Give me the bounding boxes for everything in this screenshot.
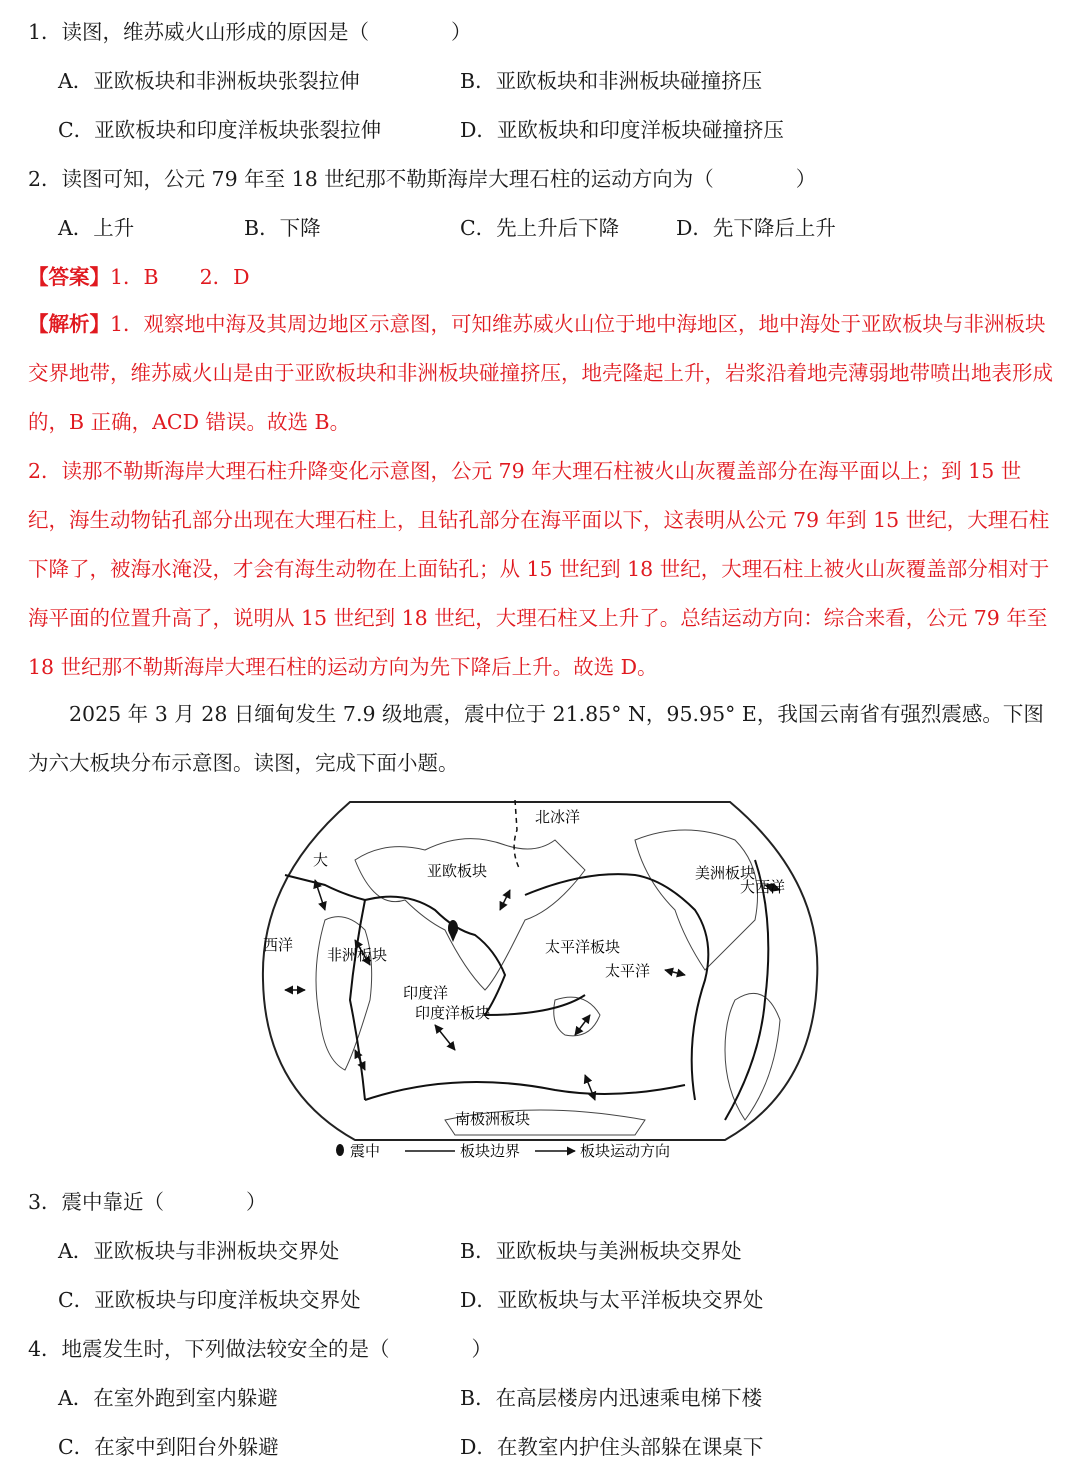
q3-option-b: B．亚欧板块与美洲板块交界处 xyxy=(460,1239,742,1263)
q1-option-a: A．亚欧板块和非洲板块张裂拉伸 xyxy=(58,69,360,93)
label-american: 美洲板块 xyxy=(695,864,756,882)
analysis-label: 【解析】 xyxy=(28,312,110,336)
label-african: 非洲板块 xyxy=(327,946,388,964)
label-atlantic-left-top: 大 xyxy=(313,851,329,869)
map-outline xyxy=(263,802,817,1140)
answer-label: 【答案】 xyxy=(28,265,110,289)
map-legend xyxy=(336,1142,670,1160)
q1-option-d: D．亚欧板块和印度洋板块碰撞挤压 xyxy=(460,118,784,142)
q1-stem: 1．读图，维苏威火山形成的原因是（ ） xyxy=(28,20,472,44)
legend-epicenter: 震中 xyxy=(350,1142,381,1160)
q4-stem: 4．地震发生时，下列做法较安全的是（ ） xyxy=(28,1337,493,1361)
q4-option-b: B．在高层楼房内迅速乘电梯下楼 xyxy=(460,1386,763,1410)
label-eurasian: 亚欧板块 xyxy=(427,862,488,880)
analysis-p2: 2．读那不勒斯海岸大理石柱升降变化示意图，公元 79 年大理石柱被火山灰覆盖部分在海平面以上；到 15 世纪，海生动物钻孔部分出现在大理石柱上，且钻孔部分在海平面以下，这表明从公元 79 年到 15 世纪，大理石柱下降了，被海水淹没，才会有海生动物在上面钻孔；从 15 世纪到 18 世纪，大理石柱上被火山灰覆盖部分相对于海平面的位置升高了，说明从 15 世纪到 18 世纪，大理石柱又上升了。总结运动方向：综合来看，公元 79 年至 18 世纪那不勒斯海岸大理石柱的运动方向为先下降后上升。故选 D。 xyxy=(28,459,1050,679)
label-atlantic-right: 大西洋 xyxy=(740,878,786,896)
q3-option-a: A．亚欧板块与非洲板块交界处 xyxy=(58,1239,340,1263)
q4-option-c: C．在家中到阳台外躲避 xyxy=(58,1435,279,1459)
label-antarctic: 南极洲板块 xyxy=(455,1110,531,1128)
label-atlantic-left: 西洋 xyxy=(263,936,294,954)
q2-option-b: B．下降 xyxy=(244,216,321,240)
q3-option-c: C．亚欧板块与印度洋板块交界处 xyxy=(58,1288,361,1312)
label-pacific-ocean: 太平洋 xyxy=(605,962,651,980)
q2-stem: 2．读图可知，公元 79 年至 18 世纪那不勒斯海岸大理石柱的运动方向为（ ） xyxy=(28,167,817,191)
q3-option-d: D．亚欧板块与太平洋板块交界处 xyxy=(460,1288,764,1312)
plate-map-svg xyxy=(255,800,825,1170)
intro-paragraph: 2025 年 3 月 28 日缅甸发生 7.9 级地震，震中位于 21.85° N，95.95° E，我国云南省有强烈震感。下图为六大板块分布示意图。读图，完成下面小题。 xyxy=(28,702,1044,775)
q2-option-a: A．上升 xyxy=(58,216,135,240)
q2-option-d: D．先下降后上升 xyxy=(676,216,836,240)
q4-option-a: A．在室外跑到室内躲避 xyxy=(58,1386,278,1410)
q1-option-c: C．亚欧板块和印度洋板块张裂拉伸 xyxy=(58,118,382,142)
label-arctic: 北冰洋 xyxy=(535,808,581,826)
legend-epicenter-icon xyxy=(336,1144,344,1156)
label-pacific-plate: 太平洋板块 xyxy=(545,938,621,956)
analysis-p1-text: 1．观察地中海及其周边地区示意图，可知维苏威火山位于地中海地区，地中海处于亚欧板块与非洲板块交界地带，维苏威火山是由于亚欧板块和非洲板块碰撞挤压，地壳隆起上升，岩浆沿着地壳薄弱地带喷出地表形成的，B 正确，ACD 错误。故选 B。 xyxy=(28,312,1053,434)
q2-option-c: C．先上升后下降 xyxy=(460,216,620,240)
q4-option-d: D．在教室内护住头部躲在课桌下 xyxy=(460,1435,764,1459)
label-indian-plate: 印度洋板块 xyxy=(415,1004,491,1022)
legend-boundary: 板块边界 xyxy=(460,1142,521,1160)
q3-stem: 3．震中靠近（ ） xyxy=(28,1190,267,1214)
legend-motion: 板块运动方向 xyxy=(580,1142,671,1160)
label-indian-ocean: 印度洋 xyxy=(403,984,449,1002)
analysis-p1 xyxy=(28,300,1053,447)
answer-line xyxy=(28,263,250,291)
answer-text: 1．B 2．D xyxy=(110,265,250,289)
plate-motion-arrows xyxy=(285,880,780,1100)
q1-option-b: B．亚欧板块和非洲板块碰撞挤压 xyxy=(460,69,763,93)
plate-map xyxy=(255,800,825,1170)
